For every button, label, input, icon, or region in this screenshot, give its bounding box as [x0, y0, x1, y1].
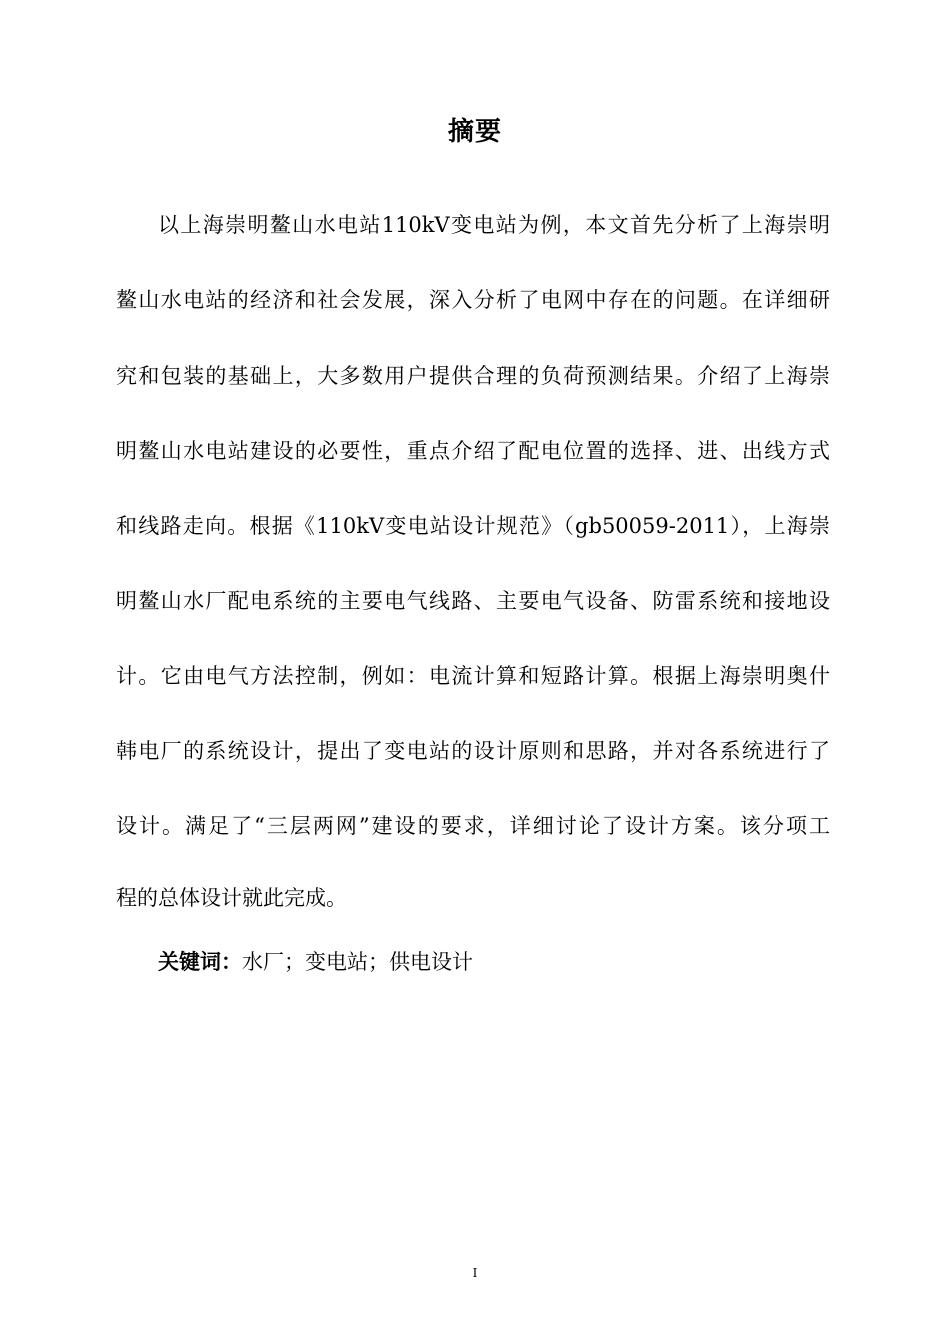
abstract-line-3: 究和包装的基础上，大多数用户提供合理的负荷预测结果。介绍了上海崇	[116, 364, 830, 388]
abstract-line-9: 设计。满足了“三层两网”建设的要求，详细讨论了设计方案。该分项工	[116, 814, 830, 838]
abstract-line-10: 程的总体设计就此完成。	[116, 886, 347, 910]
abstract-line-4: 明鳌山水电站建设的必要性，重点介绍了配电位置的选择、进、出线方式	[116, 439, 830, 463]
page-title: 摘要	[447, 117, 502, 147]
keywords-label: 关键词：	[158, 950, 242, 974]
abstract-line-5: 和线路走向。根据《110kV变电站设计规范》（gb50059-2011），上海崇	[116, 514, 830, 538]
abstract-line-1: 以上海崇明鳌山水电站110kV变电站为例，本文首先分析了上海崇明	[158, 213, 830, 237]
keywords-text: 水厂；变电站；供电设计	[242, 950, 473, 974]
abstract-line-6: 明鳌山水厂配电系统的主要电气线路、主要电气设备、防雷系统和接地设	[116, 589, 830, 613]
abstract-line-7: 计。它由电气方法控制，例如：电流计算和短路计算。根据上海崇明奥什	[116, 664, 830, 688]
abstract-line-8: 韩电厂的系统设计，提出了变电站的设计原则和思路，并对各系统进行了	[116, 739, 830, 763]
page-number: I	[472, 1266, 478, 1280]
keywords-line	[158, 942, 473, 982]
abstract-line-2: 鳌山水电站的经济和社会发展，深入分析了电网中存在的问题。在详细研	[116, 288, 830, 312]
